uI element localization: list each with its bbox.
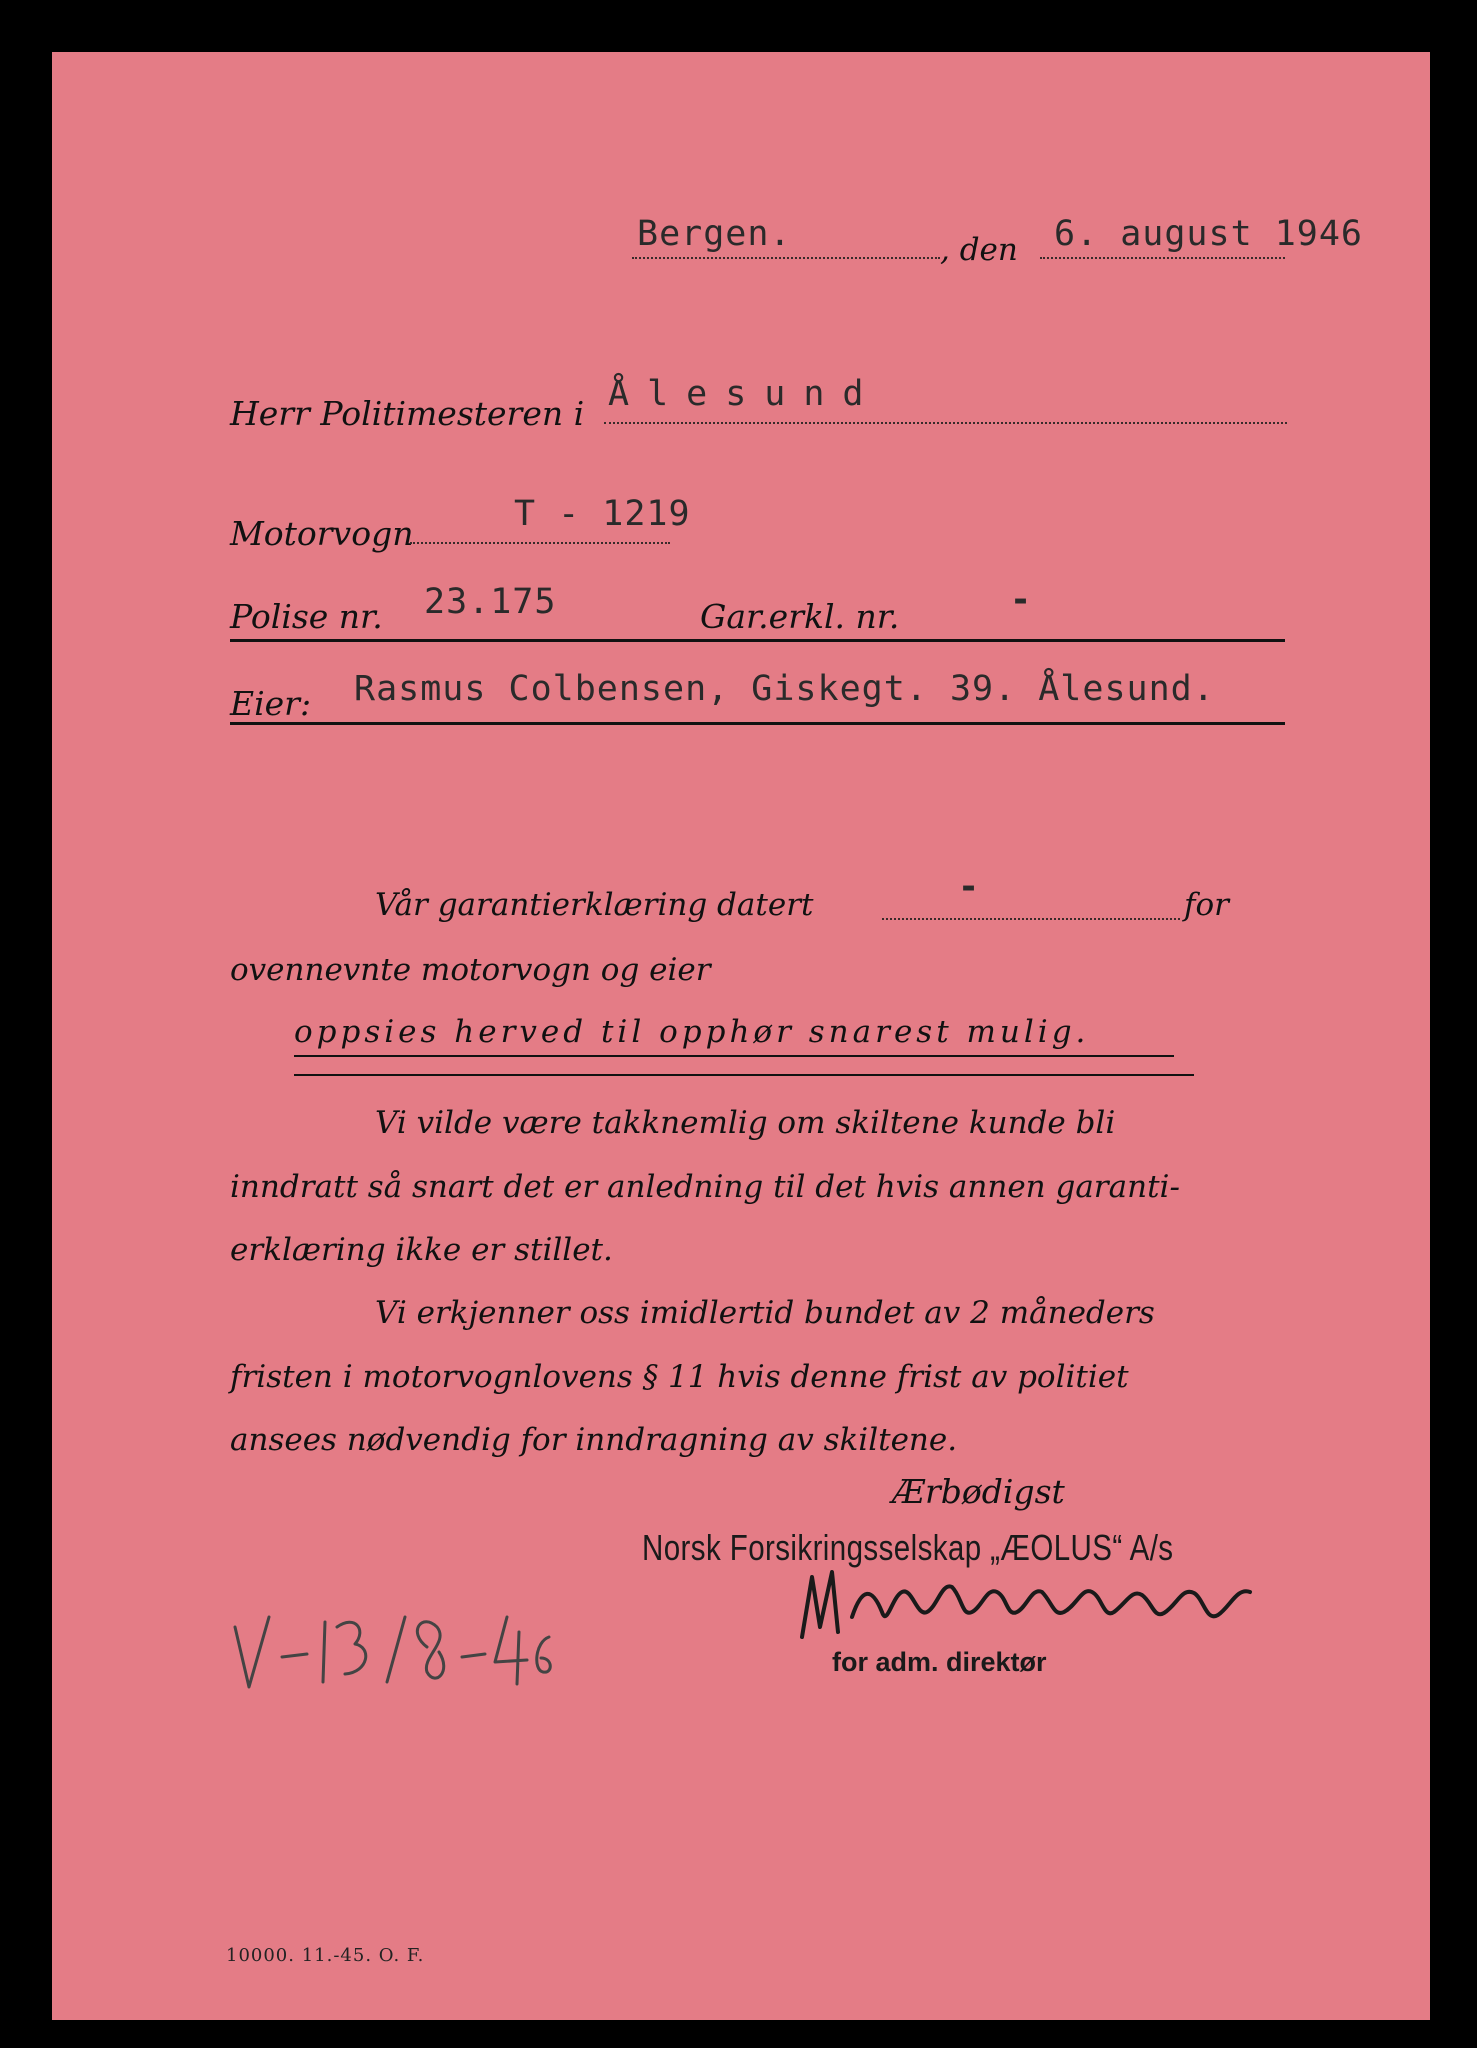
addressee-city: Ålesund: [608, 374, 882, 414]
body-dated-value: -: [958, 867, 981, 907]
date-dotted-line: [1040, 257, 1285, 259]
place-dotted-line: [632, 257, 940, 259]
owner-underline: [230, 722, 1285, 725]
policy-number: 23.175: [424, 582, 557, 622]
document-page: [52, 52, 1430, 2020]
handwritten-note: [227, 1592, 557, 1702]
letter-date: 6. august 1946: [1054, 214, 1364, 254]
policy-underline: [230, 639, 1285, 642]
signature-scribble: [792, 1557, 1272, 1647]
body-dated-dotted-line: [882, 918, 1180, 920]
print-code-footer: 10000. 11.-45. O. F.: [226, 1945, 425, 1966]
closing-salutation: Ærbødigst: [892, 1472, 1065, 1511]
para2-line2: inndratt så snart det er anledning til det hvis annen garanti-: [230, 1169, 1180, 1205]
body-line1-end: for: [1184, 887, 1229, 923]
company-stamp: Norsk Forsikringsselskap „ÆOLUS“ A/s: [642, 1527, 1174, 1568]
den-label: , den: [940, 232, 1018, 268]
addressee-label: Herr Politimesteren i: [230, 394, 585, 433]
guarantee-label: Gar.erkl. nr.: [700, 597, 900, 636]
body-line3-emphasis: oppsies herved til opphør snarest mulig.: [294, 1014, 1090, 1050]
vehicle-label: Motorvogn: [230, 514, 414, 553]
signature-title: for adm. direktør: [832, 1647, 1047, 1677]
body-line2: ovennevnte motorvogn og eier: [230, 952, 711, 988]
emphasis-underline-2: [294, 1074, 1194, 1076]
vehicle-dotted-line: [410, 542, 670, 544]
para2-line1: Vi vilde være takknemlig om skiltene kunde bli: [375, 1105, 1116, 1141]
para3-line3: ansees nødvendig for inndragning av skiltene.: [230, 1422, 958, 1458]
policy-label: Polise nr.: [230, 597, 383, 636]
guarantee-number: -: [1010, 580, 1033, 620]
vehicle-number: T - 1219: [514, 494, 691, 534]
para3-line2: fristen i motorvognlovens § 11 hvis denne frist av politiet: [230, 1359, 1129, 1395]
emphasis-underline-1: [294, 1055, 1174, 1057]
addressee-dotted-line: [604, 422, 1287, 424]
body-line1-start: Vår garantierklæring datert: [375, 887, 814, 923]
owner-label: Eier:: [230, 684, 312, 723]
para3-line1: Vi erkjenner oss imidlertid bundet av 2 måneders: [375, 1295, 1155, 1331]
para2-line3: erklæring ikke er stillet.: [230, 1232, 613, 1268]
owner-value: Rasmus Colbensen, Giskegt. 39. Ålesund.: [354, 669, 1215, 709]
place: Bergen.: [637, 214, 792, 254]
